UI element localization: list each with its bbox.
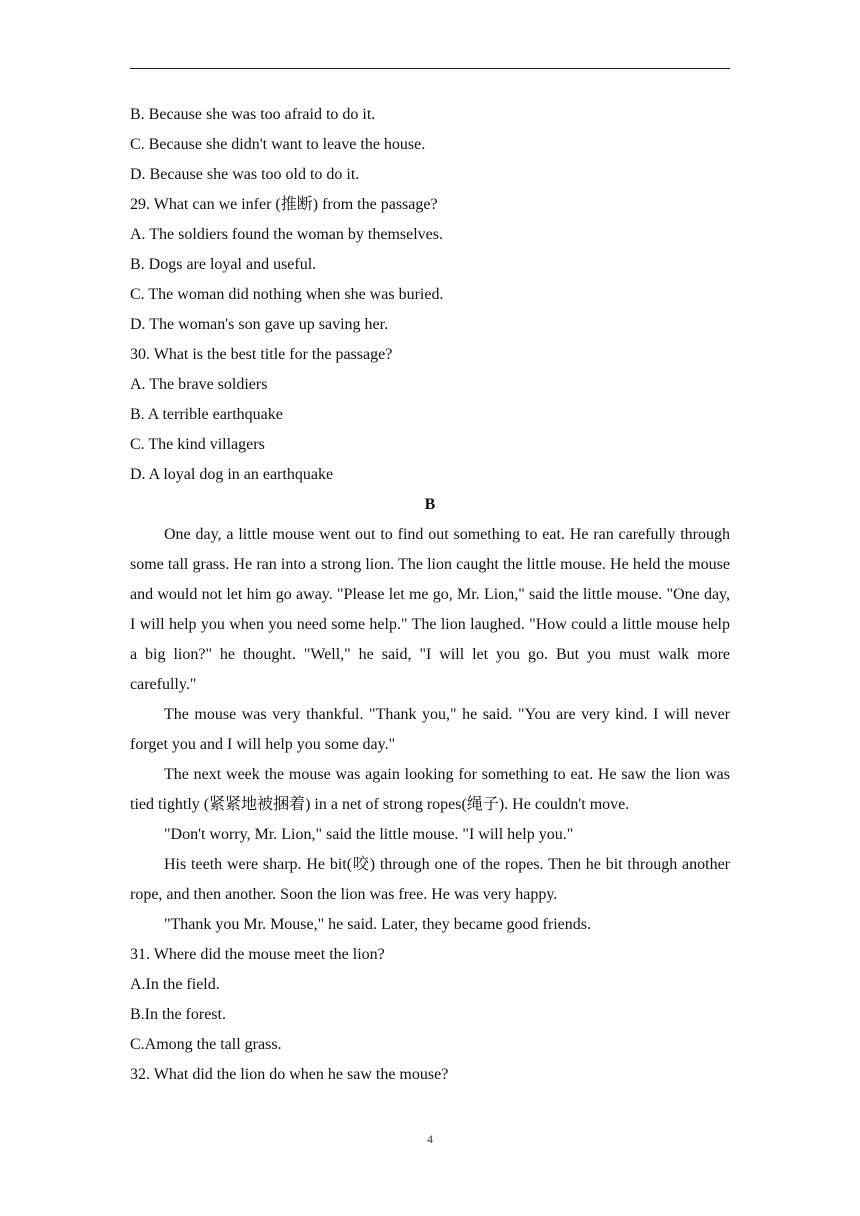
question-32: 32. What did the lion do when he saw the mouse? — [130, 1066, 449, 1083]
option-29b: B. Dogs are loyal and useful. — [130, 256, 317, 273]
option-28c: C. Because she didn't want to leave the house. — [130, 136, 426, 153]
header-rule — [130, 68, 730, 69]
passage-paragraph-5: His teeth were sharp. He bit(咬) through one of the ropes. Then he bit through another rope, and then another. Soon the lion was free. He was very happy. — [130, 856, 730, 903]
option-31b: B.In the forest. — [130, 1006, 226, 1023]
option-31c: C.Among the tall grass. — [130, 1036, 282, 1053]
question-31: 31. Where did the mouse meet the lion? — [130, 946, 385, 963]
passage-paragraph-4: "Don't worry, Mr. Lion," said the little mouse. "I will help you." — [164, 826, 574, 843]
section-heading: B — [424, 496, 436, 513]
option-29a: A. The soldiers found the woman by themselves. — [130, 226, 443, 243]
option-30c: C. The kind villagers — [130, 436, 265, 453]
page-number: 4 — [427, 1132, 433, 1146]
option-30d: D. A loyal dog in an earthquake — [130, 466, 334, 483]
question-29: 29. What can we infer (推断) from the passage? — [130, 196, 438, 213]
option-30b: B. A terrible earthquake — [130, 406, 283, 423]
passage-paragraph-3: The next week the mouse was again looking for something to eat. He saw the lion was tied tightly (紧紧地被捆着) in a net of strong ropes(绳子). He couldn't move. — [130, 766, 730, 813]
passage-paragraph-1: One day, a little mouse went out to find out something to eat. He ran carefully through some tall grass. He ran into a strong lion. The lion caught the little mouse. He held the mouse and would not let him go away. "Please let me go, Mr. Lion," said the little mouse. "One day, I will help you when you need some help." The lion laughed. "How could a little mouse help a big lion?" he thought. "Well," he said, "I will let you go. But you must walk more carefully." — [130, 526, 730, 693]
passage-paragraph-6: "Thank you Mr. Mouse," he said. Later, they became good friends. — [164, 916, 591, 933]
option-29d: D. The woman's son gave up saving her. — [130, 316, 389, 333]
option-31a: A.In the field. — [130, 976, 220, 993]
option-28d: D. Because she was too old to do it. — [130, 166, 360, 183]
page-content — [130, 100, 730, 1090]
question-30: 30. What is the best title for the passage? — [130, 346, 393, 363]
option-30a: A. The brave soldiers — [130, 376, 268, 393]
passage-paragraph-2: The mouse was very thankful. "Thank you," he said. "You are very kind. I will never forget you and I will help you some day." — [130, 706, 730, 753]
option-29c: C. The woman did nothing when she was buried. — [130, 286, 444, 303]
option-28b: B. Because she was too afraid to do it. — [130, 106, 376, 123]
